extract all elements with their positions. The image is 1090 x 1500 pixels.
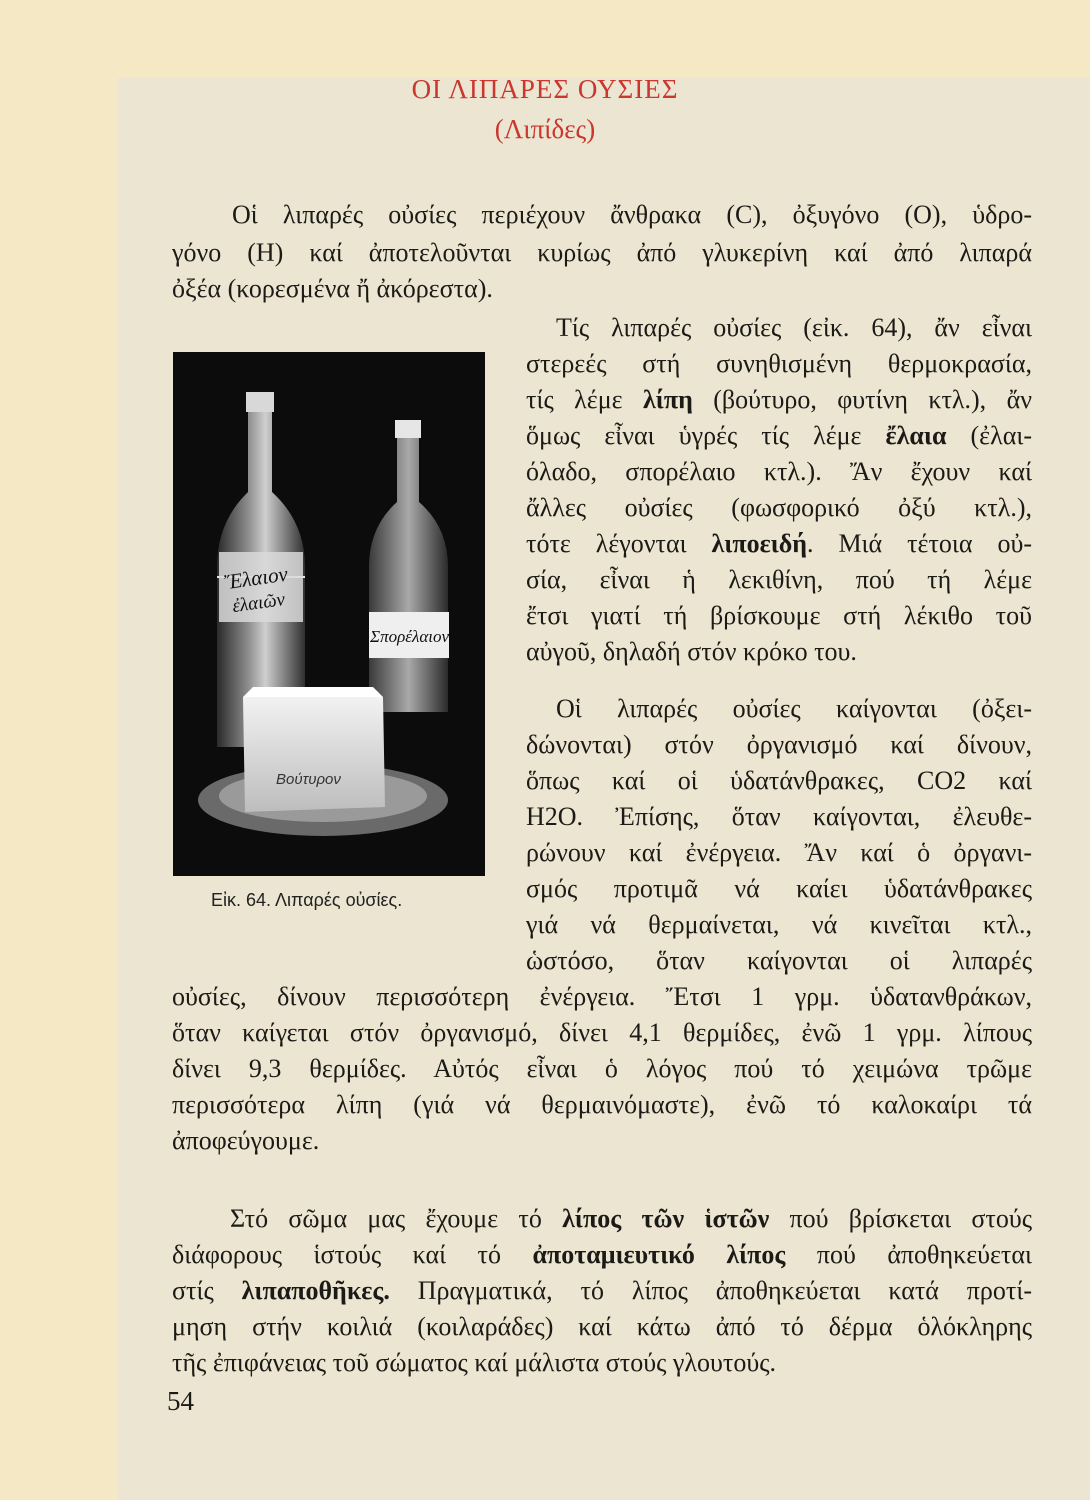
p3-line-12: περισσότερα λίπη (γιά νά θερμαινόμαστε), ἐνῶ τό καλοκαίρι τά (172, 1090, 1032, 1119)
p3-line-3: ὅπως καί οἱ ὑδατάνθρακες, CO2 καί (526, 766, 1032, 795)
figure-caption: Εἰκ. 64. Λιπαρές οὐσίες. (211, 890, 403, 910)
term-lipoeidi: λιποειδή (711, 529, 808, 558)
p3-line-6: σμός προτιμᾶ νά καίει ὑδατάνθρακες (526, 874, 1032, 903)
olive-oil-label-text-2: ἐλαιῶν (231, 588, 287, 618)
term-apotamieftiko-lipos: ἀποταμιευτικό λίπος (532, 1240, 786, 1269)
p3-line-5: ρώνουν καί ἐνέργεια. Ἄν καί ὁ ὀργανι- (526, 838, 1032, 867)
p2-line-10: αὐγοῦ, δηλαδή στόν κρόκο του. (526, 637, 857, 666)
p2-line-3: τίς λέμε λίπη (βούτυρο, φυτίνη κτλ.), ἄν (526, 385, 1032, 414)
p3-line-4: H2O. Ἐπίσης, ὅταν καίγονται, ἐλευθε- (526, 802, 1032, 831)
seed-oil-label-text: Σπορέλαιον (370, 627, 450, 646)
p3-line-11: δίνει 9,3 θερμίδες. Αὐτός εἶναι ὁ λόγος πού τό χειμώνα τρῶμε (172, 1054, 1032, 1083)
butter-label-text: Βούτυρον (276, 771, 341, 788)
p2-line-6: ἄλλες οὐσίες (φωσφορικό ὀξύ κτλ.), (526, 493, 1032, 522)
page-number: 54 (167, 1386, 194, 1416)
term-lipi: λίπη (643, 385, 693, 414)
p3-line-8: ὡστόσο, ὅταν καίγονται οἱ λιπαρές (526, 946, 1032, 975)
page-title: ΟΙ ΛΙΠΑΡΕΣ ΟΥΣΙΕΣ (411, 74, 679, 104)
olive-oil-cap (246, 392, 274, 412)
olive-oil-label-text-1: Ἔλαιον (222, 561, 290, 595)
p4-line-5: τῆς ἐπιφάνειας τοῦ σώματος καί μάλιστα στούς γλουτούς. (172, 1348, 776, 1377)
p1-line-2: γόνο (Η) καί ἀποτελοῦνται κυρίως ἀπό γλυκερίνη καί ἀπό λιπαρά (172, 238, 1032, 267)
p3-line-10: ὅταν καίγεται στόν ὀργανισμό, δίνει 4,1 θερμίδες, ἐνῶ 1 γρμ. λίπους (172, 1018, 1032, 1047)
oils-and-butter-illustration (173, 352, 485, 876)
p4-line-4: μηση στήν κοιλιά (κοιλαράδες) καί κάτω ἀπό τό δέρμα ὁλόκληρης (172, 1312, 1032, 1341)
p1-line-1: Οἱ λιπαρές οὐσίες περιέχουν ἄνθρακα (C), ὀξυγόνο (Ο), ὑδρο- (232, 200, 1032, 229)
term-lipos-iston: λίπος τῶν ἱστῶν (562, 1204, 770, 1233)
p4-line-2: διάφορους ἱστούς καί τό ἀποταμιευτικό λίπος πού ἀποθηκεύεται (172, 1240, 1032, 1269)
p2-line-2: στερεές στή συνηθισμένη θερμοκρασία, (526, 349, 1032, 378)
seed-oil-cap (395, 420, 421, 438)
p3-line-7: γιά νά θερμαίνεται, νά κινεῖται κτλ., (526, 910, 1032, 939)
butter-block (243, 697, 385, 812)
seed-oil-bottle (369, 432, 448, 712)
p3-line-1: Οἱ λιπαρές οὐσίες καίγονται (ὀξει- (556, 694, 1032, 723)
p3-line-13: ἀποφεύγουμε. (172, 1126, 320, 1155)
p4-line-3: στίς λιπαποθῆκες. Πραγματικά, τό λίπος ἀποθηκεύεται κατά προτί- (172, 1276, 1032, 1305)
figure-photo (173, 352, 485, 876)
p2-line-9: ἔτσι γιατί τή βρίσκουμε στή λέκιθο τοῦ (526, 601, 1032, 630)
term-lipapothikes: λιπαποθῆκες. (241, 1276, 390, 1305)
p1-line-3: ὀξέα (κορεσμένα ἤ ἀκόρεστα). (172, 274, 493, 303)
p2-line-4: ὅμως εἶναι ὑγρές τίς λέμε ἔλαια (ἐλαι- (526, 421, 1032, 450)
p2-line-1: Τίς λιπαρές οὐσίες (εἰκ. 64), ἄν εἶναι (556, 313, 1032, 342)
p2-line-5: όλαδο, σπορέλαιο κτλ.). Ἄν ἔχουν καί (526, 457, 1032, 486)
p4-line-1: Στό σῶμα μας ἔχουμε τό λίπος τῶν ἱστῶν πού βρίσκεται στούς (230, 1204, 1032, 1233)
term-elaia: ἔλαια (885, 421, 947, 450)
p3-line-9: οὐσίες, δίνουν περισσότερη ἐνέργεια. Ἔτσι 1 γρμ. ὑδατανθράκων, (172, 982, 1032, 1011)
page-subtitle: (Λιπίδες) (494, 114, 596, 144)
p2-line-8: σία, εἶναι ἡ λεκιθίνη, πού τή λέμε (526, 565, 1032, 594)
p2-line-7: τότε λέγονται λιποειδή. Μιά τέτοια οὐ- (526, 529, 1032, 558)
p3-line-2: δώνονται) στόν ὀργανισμό καί δίνουν, (526, 730, 1032, 759)
